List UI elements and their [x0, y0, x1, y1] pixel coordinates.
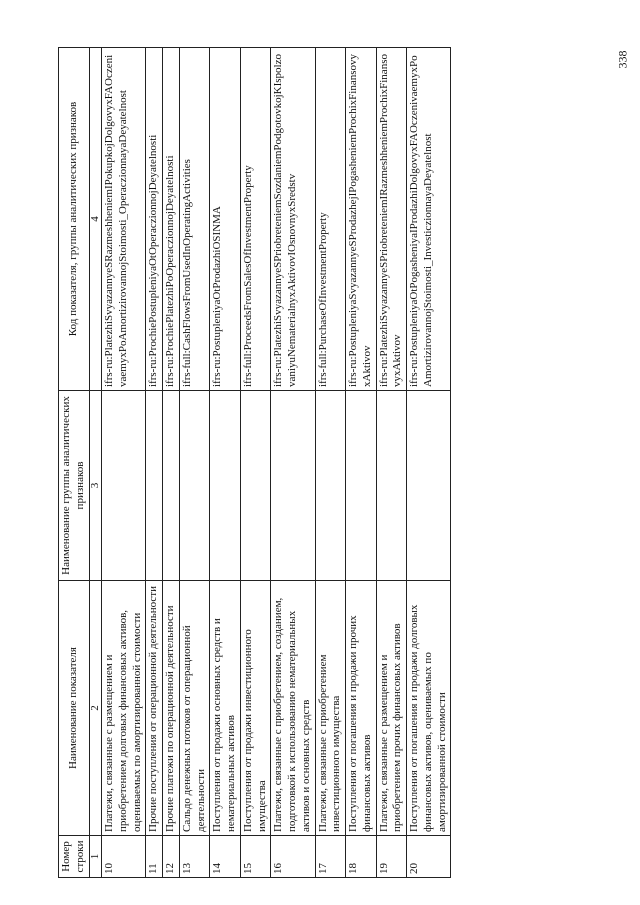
indicator-code-cell: ifrs-ru:ProchiePlatezhiPoOperaczionnojDeyatelnosti: [163, 48, 180, 391]
table-body: [102, 48, 451, 878]
row-number-cell: 20: [407, 836, 451, 878]
indicator-name-cell: Сальдо денежных потоков от операционной деятельности: [179, 581, 210, 836]
group-name-cell: [163, 391, 180, 581]
indicator-name-cell: Поступления от погашения и продажи долговых финансовых активов, оцениваемых по амортизированной стоимости: [407, 581, 451, 836]
table-row: [346, 48, 377, 878]
indicator-name-cell: Прочие поступления от операционной деятельности: [146, 581, 163, 836]
header-group-name: Наименование группы аналитических признаков: [59, 391, 90, 581]
indicator-name-cell: Платежи, связанные с приобретением инвестиционного имущества: [315, 581, 346, 836]
table-row: [315, 48, 346, 878]
table-row: [271, 48, 315, 878]
row-number-cell: 16: [271, 836, 315, 878]
row-number-cell: 19: [376, 836, 407, 878]
group-name-cell: [346, 391, 377, 581]
page-number: 338: [615, 50, 630, 69]
column-number-row: [89, 48, 102, 878]
indicator-name-cell: Платежи, связанные с размещением и приобретением прочих финансовых активов: [376, 581, 407, 836]
indicator-name-cell: Поступления от продажи основных средств и нематериальных активов: [210, 581, 241, 836]
group-name-cell: [102, 391, 146, 581]
indicator-code-cell: ifrs-full:PurchaseOfInvestmentProperty: [315, 48, 346, 391]
indicator-code-cell: ifrs-ru:PlatezhiSvyazannyeSPriobreteniemSozdaniemPodgotovkojKIspolzovaniyuNematerialnyxAktivovIOsnovnyxSredstv: [271, 48, 315, 391]
row-number-cell: 18: [346, 836, 377, 878]
group-name-cell: [240, 391, 271, 581]
table-row: [240, 48, 271, 878]
table-row: [179, 48, 210, 878]
indicator-code-cell: ifrs-full:CashFlowsFromUsedInOperatingActivities: [179, 48, 210, 391]
row-number-cell: 12: [163, 836, 180, 878]
group-name-cell: [376, 391, 407, 581]
indicator-name-cell: Прочие платежи по операционной деятельности: [163, 581, 180, 836]
column-number: 4: [89, 48, 102, 391]
header-indicator-code: Код показателя, группы аналитических признаков: [59, 48, 90, 391]
indicator-code-cell: ifrs-ru:PostupleniyaOtPogasheniyaIProdazhiDolgovyxFAOczenivaemyxPoAmortizirovannojStoimosti_InvesticzionnayaDeyatelnost: [407, 48, 451, 391]
row-number-cell: 15: [240, 836, 271, 878]
indicator-name-cell: Платежи, связанные с приобретением, созданием, подготовкой к использованию нематериальных активов и основных средств: [271, 581, 315, 836]
table-row: [210, 48, 241, 878]
indicator-code-cell: ifrs-ru:PlatezhiSvyazannyeSPriobreteniemIRazmeshheniemProchixFinansovyxAktivov: [376, 48, 407, 391]
group-name-cell: [271, 391, 315, 581]
indicator-name-cell: Платежи, связанные с размещением и приобретением долговых финансовых активов, оцениваемых по амортизированной стоимости: [102, 581, 146, 836]
indicator-code-cell: ifrs-ru:PostupleniyaSvyazannyeSProdazhejIPogasheniemProchixFinansovyxAktivov: [346, 48, 377, 391]
indicator-name-cell: Поступления от погашения и продажи прочих финансовых активов: [346, 581, 377, 836]
table-row: [407, 48, 451, 878]
row-number-cell: 17: [315, 836, 346, 878]
indicator-code-cell: ifrs-full:ProceedsFromSalesOfInvestmentProperty: [240, 48, 271, 391]
group-name-cell: [179, 391, 210, 581]
table-row: [376, 48, 407, 878]
indicator-name-cell: Поступления от продажи инвестиционного имущества: [240, 581, 271, 836]
header-indicator-name: Наименование показателя: [59, 581, 90, 836]
table-row: [146, 48, 163, 878]
table-row: [102, 48, 146, 878]
row-number-cell: 13: [179, 836, 210, 878]
header-row: [59, 48, 90, 878]
indicator-table: [58, 47, 451, 878]
table-row: [163, 48, 180, 878]
column-number: 3: [89, 391, 102, 581]
row-number-cell: 11: [146, 836, 163, 878]
indicator-code-cell: ifrs-ru:PostupleniyaOtProdazhiOSINMA: [210, 48, 241, 391]
row-number-cell: 14: [210, 836, 241, 878]
group-name-cell: [146, 391, 163, 581]
column-number: 1: [89, 836, 102, 878]
indicator-code-cell: ifrs-ru:PlatezhiSvyazannyeSRazmeshheniemIPokupkojDolgovyxFAOczenivaemyxPoAmortizirovannojStoimosti_OperaczionnayaDeyatelnost: [102, 48, 146, 391]
header-row-number: Номер строки: [59, 836, 90, 878]
column-number: 2: [89, 581, 102, 836]
group-name-cell: [407, 391, 451, 581]
group-name-cell: [315, 391, 346, 581]
row-number-cell: 10: [102, 836, 146, 878]
indicator-code-cell: ifrs-ru:ProchiePostupleniyaOtOperaczionnojDeyatelnosti: [146, 48, 163, 391]
rotated-table-container: [58, 48, 598, 878]
group-name-cell: [210, 391, 241, 581]
